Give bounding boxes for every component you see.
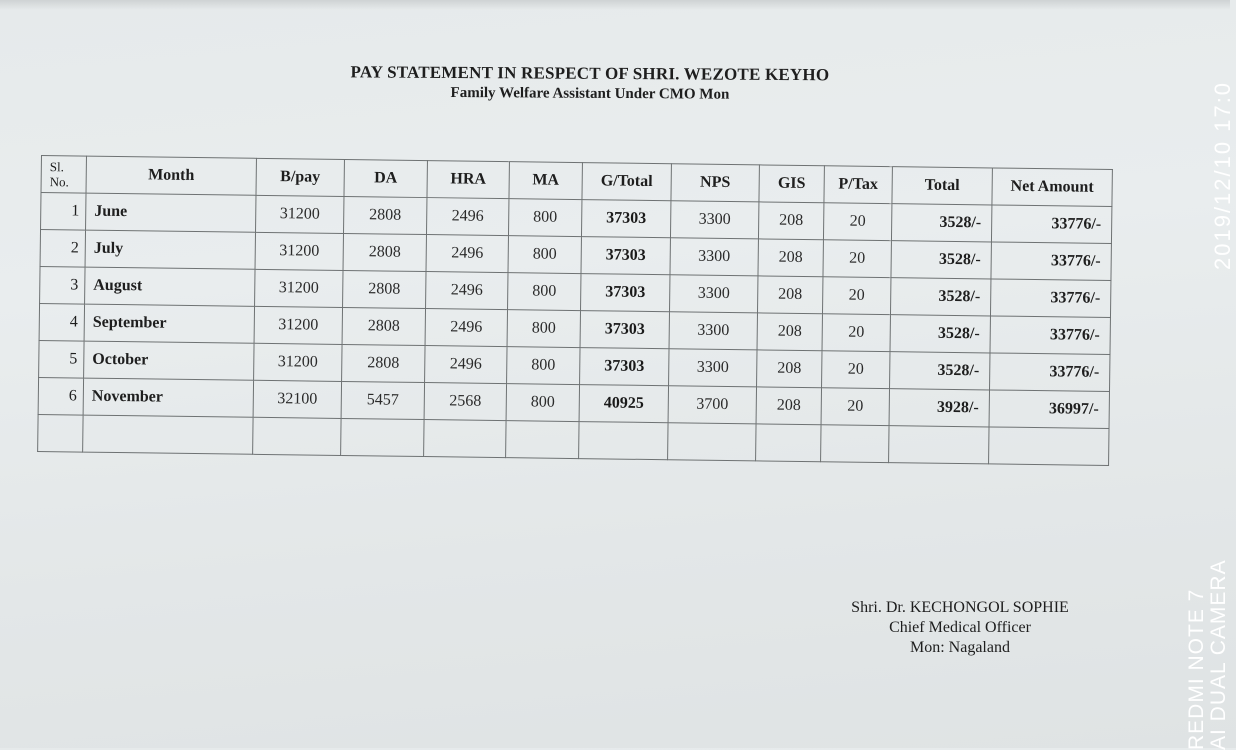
cell-month: September — [84, 304, 254, 343]
cell-nps: 3300 — [670, 238, 758, 276]
cell-month: October — [84, 341, 254, 380]
cell-gis: 208 — [758, 202, 823, 240]
cell-da: 2808 — [343, 233, 426, 271]
cell-total: 3528/- — [890, 278, 990, 316]
cell-total: 3528/- — [890, 352, 990, 390]
cell-hra: 2496 — [425, 346, 507, 384]
cell-ptax: 20 — [822, 314, 890, 352]
document-title: PAY STATEMENT IN RESPECT OF SHRI. WEZOTE KEYHO — [350, 62, 830, 85]
cell-empty — [668, 423, 756, 461]
cell-bpay: 31200 — [255, 269, 343, 307]
cell-empty — [38, 414, 83, 452]
cell-gtotal: 37303 — [581, 200, 670, 238]
cell-month: June — [86, 193, 256, 232]
header-net-amount: Net Amount — [992, 168, 1112, 207]
cell-ptax: 20 — [822, 277, 890, 315]
camera-watermark — [1180, 560, 1230, 748]
cell-empty — [506, 421, 579, 459]
cell-nps: 3300 — [669, 312, 757, 350]
cell-net-amount: 36997/- — [989, 390, 1109, 429]
cell-gtotal: 37303 — [581, 237, 670, 275]
cell-sl: 4 — [39, 303, 84, 341]
cell-month: November — [83, 378, 253, 417]
cell-empty — [424, 420, 506, 458]
cell-empty — [821, 425, 889, 463]
cell-bpay: 31200 — [254, 306, 342, 344]
cell-ptax: 20 — [823, 240, 891, 278]
cell-empty — [341, 418, 424, 456]
cell-ma: 800 — [506, 384, 579, 422]
cell-empty — [83, 415, 253, 454]
cell-ma: 800 — [507, 310, 580, 348]
signatory-block — [815, 598, 1105, 658]
cell-hra: 2496 — [426, 235, 508, 273]
cell-net-amount: 33776/- — [991, 242, 1111, 281]
pay-statement-table-wrapper — [37, 155, 1113, 466]
cell-ptax: 20 — [821, 388, 889, 426]
cell-empty — [579, 422, 668, 460]
header-da: DA — [344, 159, 427, 197]
camera-datetime-stamp — [1210, 0, 1235, 270]
cell-ma: 800 — [508, 273, 581, 311]
cell-nps: 3300 — [670, 275, 758, 313]
cell-ma: 800 — [508, 236, 581, 274]
header-ptax: P/Tax — [824, 166, 892, 204]
header-bpay: B/pay — [256, 158, 344, 196]
cell-bpay: 31200 — [255, 232, 343, 270]
header-nps: NPS — [671, 164, 759, 202]
cell-hra: 2496 — [425, 309, 507, 347]
cell-hra: 2496 — [426, 272, 508, 310]
cell-empty — [253, 417, 341, 455]
cell-da: 5457 — [341, 381, 424, 419]
cell-gtotal: 37303 — [580, 311, 669, 349]
cell-da: 2808 — [343, 196, 426, 234]
cell-nps: 3700 — [668, 386, 756, 424]
paper-edge-shadow — [0, 0, 1230, 10]
cell-empty — [756, 424, 821, 462]
cell-total: 3528/- — [891, 241, 991, 279]
cell-net-amount: 33776/- — [991, 205, 1111, 244]
cell-net-amount: 33776/- — [990, 279, 1110, 318]
cell-sl: 2 — [40, 230, 85, 268]
cell-da: 2808 — [343, 270, 426, 308]
cell-gis: 208 — [758, 239, 823, 277]
cell-hra: 2568 — [424, 383, 506, 421]
cell-sl: 3 — [40, 266, 85, 304]
cell-bpay: 31200 — [254, 343, 342, 381]
cell-total: 3928/- — [889, 389, 989, 427]
cell-ma: 800 — [508, 199, 581, 237]
document-subtitle: Family Welfare Assistant Under CMO Mon — [450, 84, 730, 103]
header-month: Month — [86, 156, 256, 195]
cell-empty — [989, 427, 1109, 466]
cell-empty — [889, 426, 989, 464]
cell-month: August — [85, 267, 255, 306]
cell-nps: 3300 — [669, 349, 757, 387]
cell-gis: 208 — [757, 276, 822, 314]
cell-gtotal: 37303 — [581, 274, 670, 312]
cell-month: July — [85, 230, 255, 269]
header-sl-no — [41, 156, 86, 194]
cell-ptax: 20 — [822, 351, 890, 389]
header-gis: GIS — [759, 165, 824, 203]
cell-ma: 800 — [507, 347, 580, 385]
camera-datetime-text: 2019/12/10 17:0 — [1210, 80, 1235, 270]
cell-net-amount: 33776/- — [990, 316, 1110, 355]
signatory-designation: Chief Medical Officer — [889, 619, 1031, 636]
header-ma: MA — [509, 162, 582, 200]
cell-sl: 1 — [41, 193, 86, 231]
cell-gtotal: 37303 — [580, 348, 669, 386]
pay-statement-table — [37, 155, 1113, 466]
cell-da: 2808 — [342, 307, 425, 345]
cell-nps: 3300 — [670, 201, 758, 239]
header-total: Total — [892, 167, 992, 205]
cell-total: 3528/- — [890, 315, 990, 353]
camera-model-line1: REDMI NOTE 7 — [1185, 588, 1208, 750]
cell-total: 3528/- — [891, 204, 991, 242]
cell-sl: 6 — [38, 377, 83, 415]
cell-sl: 5 — [39, 340, 84, 378]
header-sl-line1: Sl. — [49, 159, 65, 175]
signatory-place: Mon: Nagaland — [910, 639, 1010, 656]
cell-ptax: 20 — [823, 203, 891, 241]
header-sl-line2: No. — [49, 174, 69, 190]
cell-net-amount: 33776/- — [990, 353, 1110, 392]
cell-gis: 208 — [757, 313, 822, 351]
cell-gis: 208 — [757, 350, 822, 388]
cell-gtotal: 40925 — [579, 385, 668, 423]
camera-model-line2: AI DUAL CAMERA — [1207, 559, 1230, 750]
header-gtotal: G/Total — [582, 163, 671, 201]
cell-bpay: 32100 — [253, 380, 341, 418]
cell-da: 2808 — [342, 344, 425, 382]
cell-hra: 2496 — [426, 198, 508, 236]
signatory-name: Shri. Dr. KECHONGOL SOPHIE — [851, 599, 1069, 616]
cell-gis: 208 — [756, 387, 821, 425]
header-hra: HRA — [427, 161, 509, 199]
cell-bpay: 31200 — [256, 195, 344, 233]
